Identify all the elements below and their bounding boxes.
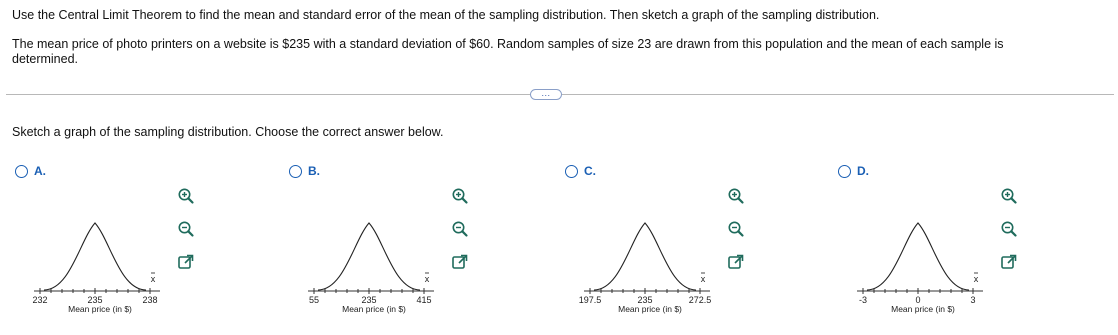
- zoom-out-icon[interactable]: [451, 220, 469, 238]
- popout-icon[interactable]: [1000, 253, 1018, 271]
- question-line-1: Use the Central Limit Theorem to find the mean and standard error of the mean of the sampling distribution. Then sketch a graph of the sampling distribution.: [12, 8, 880, 22]
- option-letter: B.: [308, 164, 320, 178]
- x-bar-label: x: [424, 274, 430, 284]
- sampling-distribution-graph: [286, 212, 456, 322]
- axis-label: Mean price (in $): [342, 304, 406, 314]
- tick-label-right: 238: [142, 295, 158, 305]
- popout-icon[interactable]: [177, 253, 195, 271]
- axis-label: Mean price (in $): [618, 304, 682, 314]
- question-line-2: The mean price of photo printers on a website is $235 with a standard deviation of $60. Random samples of size 23 are drawn from this population and the mean of each sample is determined.: [12, 37, 1004, 66]
- zoom-out-icon[interactable]: [177, 220, 195, 238]
- tick-label-center: 235: [637, 295, 653, 305]
- tick-label-left: 232: [32, 295, 48, 305]
- more-button[interactable]: [530, 89, 562, 100]
- zoom-in-icon[interactable]: [177, 187, 195, 205]
- popout-icon[interactable]: [451, 253, 469, 271]
- sampling-distribution-graph: [835, 212, 1005, 322]
- radio-button[interactable]: [289, 165, 302, 178]
- option-select[interactable]: [15, 164, 46, 178]
- radio-button[interactable]: [15, 165, 28, 178]
- prompt-text: Sketch a graph of the sampling distribution. Choose the correct answer below.: [12, 125, 444, 139]
- tick-label-right: 272.5: [688, 295, 712, 305]
- answer-option-c[interactable]: [562, 162, 762, 327]
- answer-option-b[interactable]: [286, 162, 486, 327]
- more-label: ...: [541, 88, 551, 98]
- option-letter: A.: [34, 164, 46, 178]
- tick-label-center: 235: [361, 295, 377, 305]
- tick-label-left: 197.5: [578, 295, 602, 305]
- zoom-in-icon[interactable]: [1000, 187, 1018, 205]
- radio-button[interactable]: [838, 165, 851, 178]
- popout-icon[interactable]: [727, 253, 745, 271]
- x-bar-label: x: [700, 274, 706, 284]
- sampling-distribution-graph: [12, 212, 182, 322]
- option-select[interactable]: [565, 164, 596, 178]
- zoom-out-icon[interactable]: [727, 220, 745, 238]
- axis-label: Mean price (in $): [891, 304, 955, 314]
- zoom-in-icon[interactable]: [451, 187, 469, 205]
- axis-label: Mean price (in $): [68, 304, 132, 314]
- option-letter: D.: [857, 164, 869, 178]
- answer-option-d[interactable]: [835, 162, 1035, 327]
- normal-curve: [44, 223, 146, 290]
- radio-button[interactable]: [565, 165, 578, 178]
- zoom-out-icon[interactable]: [1000, 220, 1018, 238]
- normal-curve: [867, 223, 969, 290]
- x-bar-label: x: [150, 274, 156, 284]
- normal-curve: [594, 223, 696, 290]
- tick-label-center: 235: [87, 295, 103, 305]
- option-select[interactable]: [289, 164, 320, 178]
- tick-label-right: 415: [416, 295, 432, 305]
- answer-option-a[interactable]: [12, 162, 212, 327]
- option-letter: C.: [584, 164, 596, 178]
- zoom-in-icon[interactable]: [727, 187, 745, 205]
- tick-label-left: -3: [858, 295, 868, 305]
- normal-curve: [318, 223, 420, 290]
- option-select[interactable]: [838, 164, 869, 178]
- sampling-distribution-graph: [562, 212, 732, 322]
- tick-label-center: 0: [915, 295, 921, 305]
- x-bar-label: x: [973, 274, 979, 284]
- tick-label-left: 55: [308, 295, 320, 305]
- tick-label-right: 3: [970, 295, 976, 305]
